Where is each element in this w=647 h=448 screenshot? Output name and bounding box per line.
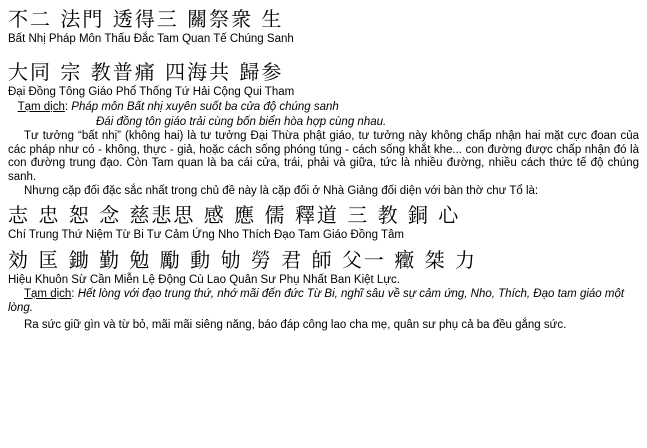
viet-transliteration-line-2: Đại Đồng Tông Giáo Phổ Thống Tứ Hải Cộng Qui Tham [8, 86, 295, 98]
paragraph-bat-nhi: Tư tưởng “bất nhị” (không hai) là tư tưởng Đại Thừa phật giáo, tư tưởng này không chấp nhận hai mặt cực đoan của các pháp như có - không, thực - giả, hoặc cách sống phóng túng - cách sống khắt khe... con đường được chấp nhận đó là con đường trung đạo. Còn Tam quan là ba cái cửa, trái, phải và giữa, tức là nhiều đường, nhiều cách thức tế độ chúng sanh. [8, 130, 639, 183]
translation-text-1: Pháp môn Bất nhị xuyên suốt ba cửa độ chúng sanh [71, 101, 339, 113]
translation-label: Tạm dịch [17, 101, 65, 113]
paragraph-intro-couplet: Nhưng cặp đối đặc sắc nhất trong chủ đề này là cặp đối ở Nhà Giảng đối diện với bàn thờ chư Tổ là: [24, 185, 539, 197]
han-couplet-line-3: 志 忠 恕 念 慈悲思 感 應 儒 釋道 三 教 銅 心 [8, 203, 461, 227]
translation-label-2: Tạm dịch [24, 288, 72, 300]
translation-block-2: Tạm dịch: Hết lòng với đạo trung thứ, nhớ mãi đến đức Từ Bi, nghĩ sâu về sự cảm ứng, Nho, Thích, Đạo tam giáo một lòng. [8, 288, 625, 314]
translation-text-2: Hết lòng với đạo trung thứ, nhớ mãi đến đức Từ Bi, nghĩ sâu về sự cảm ứng, Nho, Thích, Đạo tam giáo một lòng. [8, 288, 625, 314]
viet-transliteration-line-4: Hiệu Khuôn Sừ Cần Miễn Lệ Động Cù Lao Quân Sư Phụ Nhất Ban Kiệt Lực. [8, 274, 400, 286]
han-couplet-line-4: 効 匡 鋤 勤 勉 勵 動 劬 勞 君 師 父一 癥 桀 力 [8, 248, 478, 272]
han-couplet-line-2: 大同 宗 教普痛 四海共 歸参 [8, 60, 284, 84]
viet-transliteration-line-1: Bất Nhị Pháp Môn Thấu Đắc Tam Quan Tế Chúng Sanh [8, 33, 294, 45]
han-couplet-line-1: 不二 法門 透得三 關祭衆 生 [8, 7, 284, 31]
translation-line-1: Tạm dịch: Pháp môn Bất nhị xuyên suốt ba cửa độ chúng sanh [17, 101, 339, 113]
translation-line-2: Đái đồng tôn giáo trải cùng bốn biển hòa hợp cùng nhau. [96, 116, 387, 128]
paragraph-closing: Ra sức giữ gìn và từ bỏ, mãi mãi siêng năng, báo đáp công lao cha mẹ, quân sư phụ cả ba đều gắng sức. [24, 319, 567, 331]
viet-transliteration-line-3: Chí Trung Thứ Niệm Từ Bi Tư Cảm Ứng Nho Thích Đạo Tam Giáo Đồng Tâm [8, 229, 404, 241]
